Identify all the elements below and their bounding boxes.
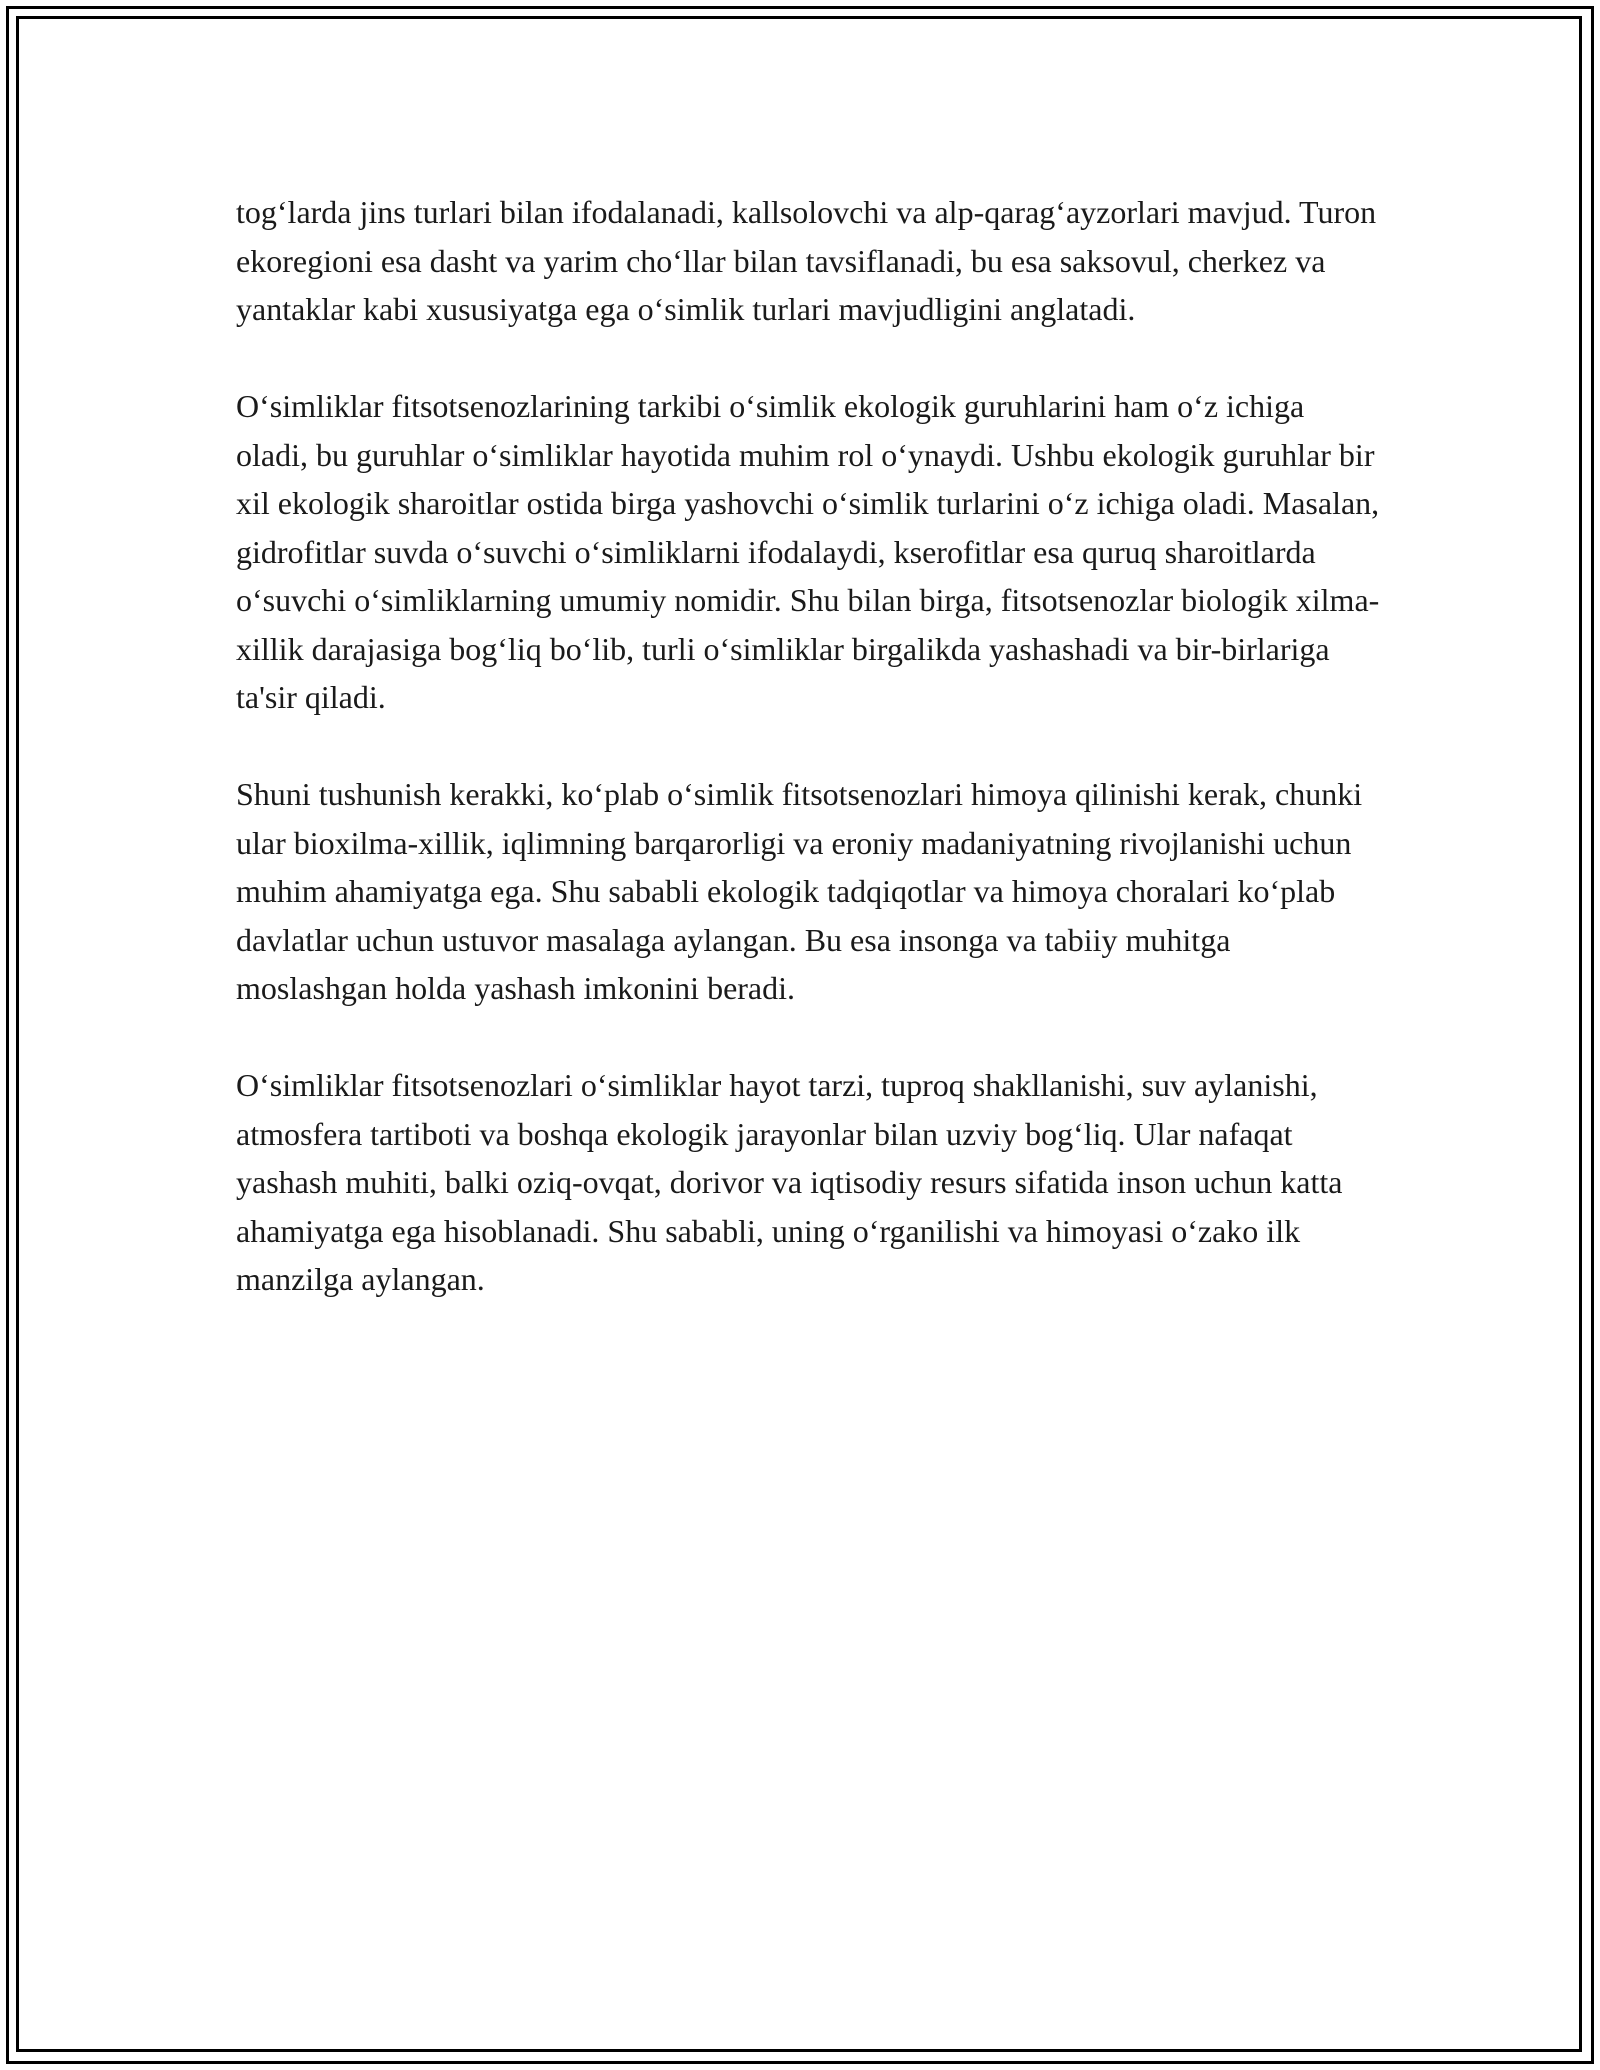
paragraph-3: Shuni tushunish kerakki, ko‘plab o‘simlik fitsotsenozlari himoya qilinishi kerak, chunki ular bioxilma-xillik, iqlimning barqarorligi va eroniy madaniyatning rivojlanishi uchun muhim ahamiyatga ega. Shu sababli ekologik tadqiqotlar va himoya choralari ko‘plab davlatlar uchun ustuvor masalaga aylangan. Bu esa insonga va tabiiy muhitga moslashgan holda yashash imkonini beradi. <box>236 776 1363 1006</box>
paragraph-2: O‘simliklar fitsotsenozlarining tarkibi o‘simlik ekologik guruhlarini ham o‘z ichiga oladi, bu guruhlar o‘simliklar hayotida muhim rol o‘ynaydi. Ushbu ekologik guruhlar bir xil ekologik sharoitlar ostida birga yashovchi o‘simlik turlarini o‘z ichiga oladi. Masalan, gidrofitlar suvda o‘suvchi o‘simliklarni ifodalaydi, kserofitlar esa quruq sharoitlarda o‘suvchi o‘simliklarning umumiy nomidir. Shu bilan birga, fitsotsenozlar biologik xilma-xillik darajasiga bog‘liq bo‘lib, turli o‘simliklar birgalikda yashashadi va bir-birlariga ta'sir qiladi. <box>236 388 1380 715</box>
document-body <box>236 188 1381 1352</box>
paragraph-1: tog‘larda jins turlari bilan ifodalanadi, kallsolovchi va alp-qarag‘ayzorlari mavjud. Turon ekoregioni esa dasht va yarim cho‘llar bilan tavsiflanadi, bu esa saksovul, cherkez va yantaklar kabi xususiyatga ega o‘simlik turlari mavjudligini anglatadi. <box>236 194 1377 327</box>
paragraph-4: O‘simliklar fitsotsenozlari o‘simliklar hayot tarzi, tuproq shakllanishi, suv aylanishi, atmosfera tartiboti va boshqa ekologik jarayonlar bilan uzviy bog‘liq. Ular nafaqat yashash muhiti, balki oziq-ovqat, dorivor va iqtisodiy resurs sifatida inson uchun katta ahamiyatga ega hisoblanadi. Shu sababli, uning o‘rganilishi va himoyasi o‘zako ilk manzilga aylangan. <box>236 1067 1343 1297</box>
